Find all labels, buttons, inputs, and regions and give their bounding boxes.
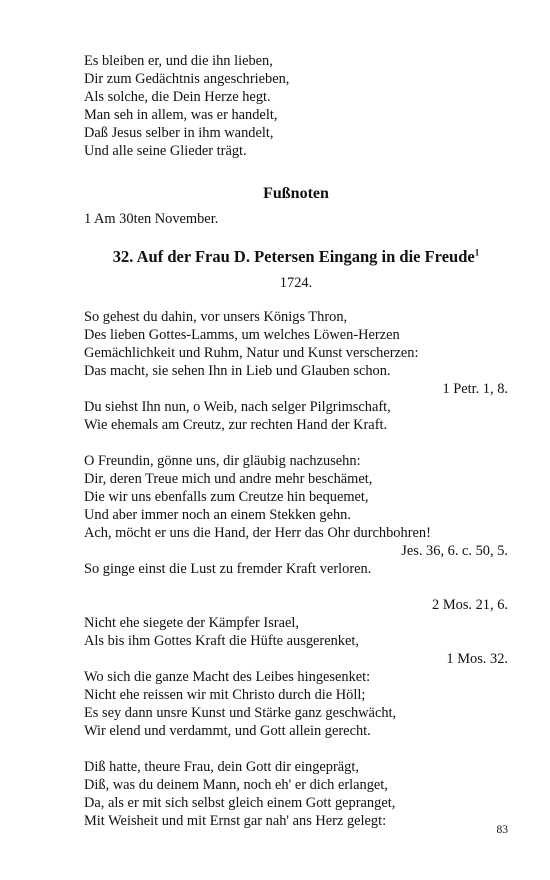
scripture-reference: 2 Mos. 21, 6. [432,597,508,613]
verse-line: Die wir uns ebenfalls zum Creutze hin bequemet, [84,489,369,505]
page-body [84,52,508,830]
verse-line: Dir, deren Treue mich und andre mehr beschämet, [84,471,373,487]
verse-line: Wie ehemals am Creutz, zur rechten Hand der Kraft. [84,417,388,433]
verse-line: Mit Weisheit und mit Ernst gar nah' ans Herz gelegt: [84,813,387,829]
scripture-reference: Jes. 36, 6. c. 50, 5. [401,543,508,559]
verse-line: Man seh in allem, was er handelt, [84,107,278,123]
verse-line: So ginge einst die Lust zu fremder Kraft verloren. [84,561,372,577]
verse-line: Des lieben Gottes-Lamms, um welches Löwen-Herzen [84,327,400,343]
stanza-1 [84,308,508,434]
poem-title-text: 32. Auf der Frau D. Petersen Eingang in die Freude [112,247,475,266]
verse-line: Als solche, die Dein Herze hegt. [84,89,271,105]
page-number: 83 [496,824,508,836]
verse-line: Nicht ehe reissen wir mit Christo durch die Höll; [84,687,366,703]
footnote-marker: 1 [474,247,480,258]
verse-line: Wir elend und verdammt, und Gott allein gerecht. [84,723,371,739]
stanza-2 [84,452,508,578]
verse-line: So gehest du dahin, vor unsers Königs Thron, [84,309,348,325]
verse-line: Als bis ihm Gottes Kraft die Hüfte ausgerenket, [84,633,359,649]
verse-line: Es sey dann unsre Kunst und Stärke ganz geschwächt, [84,705,397,721]
stanza-top [84,52,508,160]
scripture-reference: 1 Petr. 1, 8. [442,381,508,397]
verse-line: Gemächlichkeit und Ruhm, Natur und Kunst verscherzen: [84,345,419,361]
verse-line: O Freundin, gönne uns, dir gläubig nachzusehn: [84,453,361,469]
scripture-reference: 1 Mos. 32. [446,651,508,667]
verse-line: Wo sich die ganze Macht des Leibes hingesenket: [84,669,371,685]
stanza-4 [84,758,508,830]
verse-line: Daß Jesus selber in ihm wandelt, [84,125,274,141]
poem-title [84,246,508,268]
verse-line: Dir zum Gedächtnis angeschrieben, [84,71,290,87]
verse-line: Ach, möcht er uns die Hand, der Herr das Ohr durchbohren! [84,525,431,541]
verse-line: Und aber immer noch an einem Stekken gehn. [84,507,351,523]
verse-line: Du siehst Ihn nun, o Weib, nach selger Pilgrimschaft, [84,399,391,415]
poem-year: 1724. [279,275,313,291]
verse-line: Diß hatte, theure Frau, dein Gott dir eingeprägt, [84,759,359,775]
verse-line: Diß, was du deinem Mann, noch eh' er dich erlanget, [84,777,388,793]
stanza-3 [84,596,508,740]
verse-line: Nicht ehe siegete der Kämpfer Israel, [84,615,299,631]
verse-line: Da, als er mit sich selbst gleich einem Gott gepranget, [84,795,396,811]
verse-line: Das macht, sie sehen Ihn in Lieb und Glauben schon. [84,363,391,379]
footnote-item: 1 Am 30ten November. [84,211,219,227]
verse-line: Es bleiben er, und die ihn lieben, [84,53,273,69]
footnotes-heading: Fußnoten [263,185,329,202]
verse-line: Und alle seine Glieder trägt. [84,143,247,159]
